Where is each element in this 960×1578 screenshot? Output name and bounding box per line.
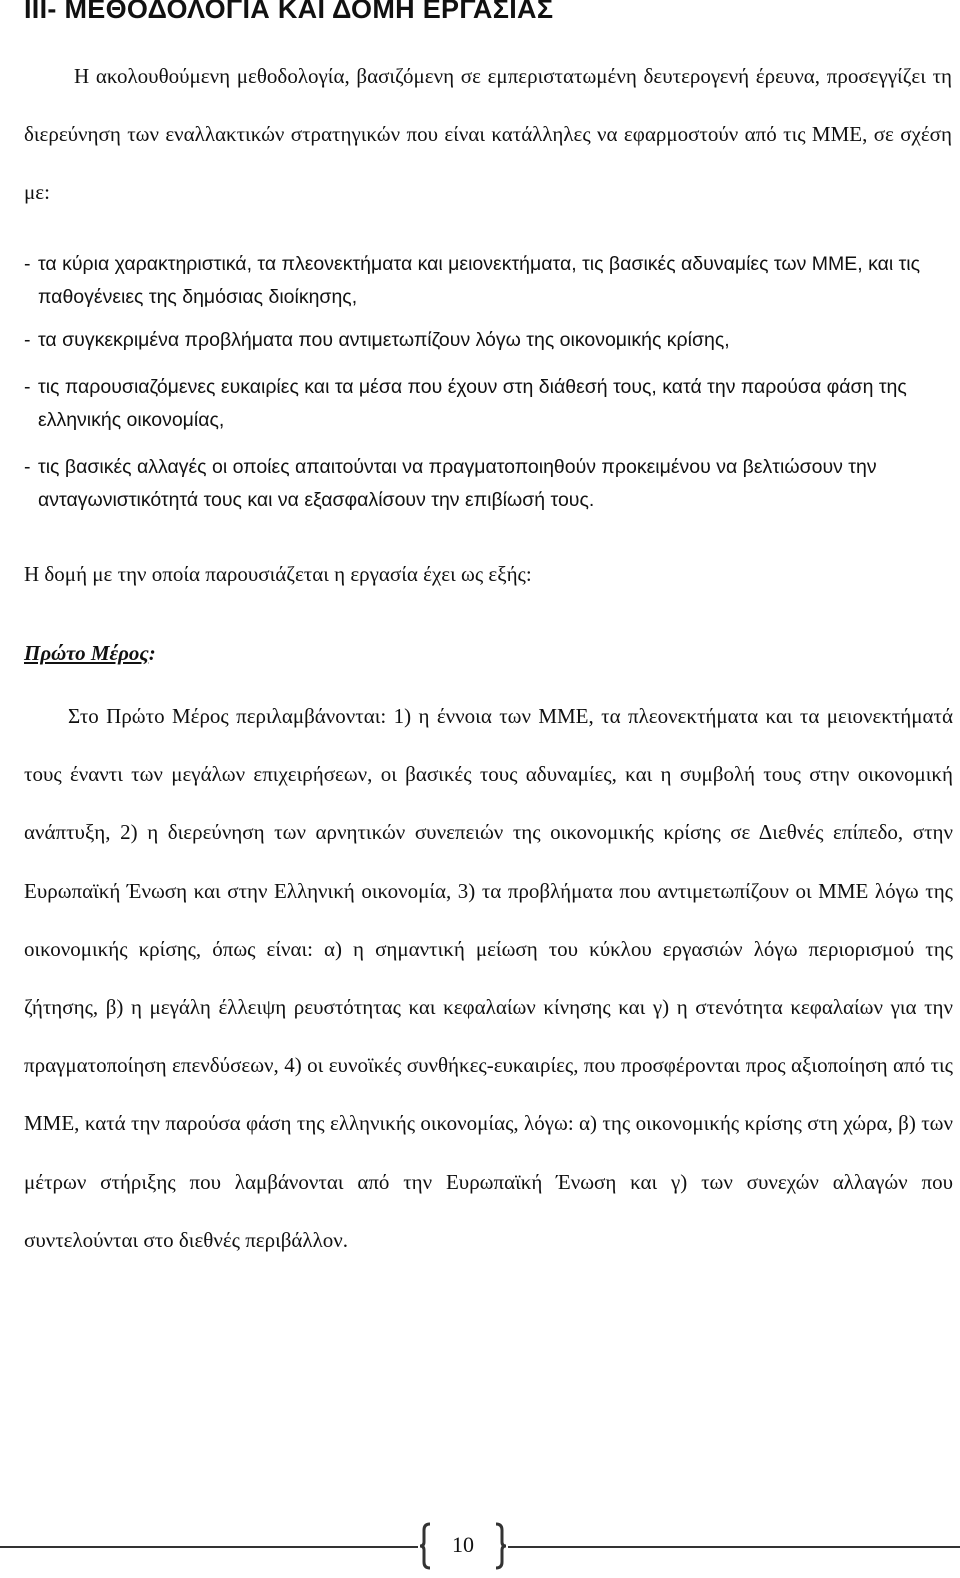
structure-intro: Η δομή με την οποία παρουσιάζεται η εργασία έχει ως εξής: [24,562,532,586]
dash-marker: - [24,329,31,351]
part-title-colon: : [148,641,156,665]
list-item [24,371,934,437]
footer-rule-left [0,1546,418,1548]
list-item-text: τα κύρια χαρακτηριστικά, τα πλεονεκτήματα και μειονεκτήματα, τις βασικές αδυναμίες των ΜΜΕ, και τις παθογένειες της δημόσιας διοίκησης, [38,253,921,308]
list-item-text: τις παρουσιαζόμενες ευκαιρίες και τα μέσα που έχουν στη διάθεσή τους, κατά την παρούσα φάση της ελληνικής οικονομίας, [38,376,907,431]
part-title-text: Πρώτο Μέρος [24,641,149,665]
section-heading: III- ΜΕΘΟΔΟΛΟΓΙΑ ΚΑΙ ΔΟΜΗ ΕΡΓΑΣΙΑΣ [24,0,554,24]
dash-marker: - [24,376,31,398]
page-number: 10 [452,1532,474,1557]
list-item-text: τις βασικές αλλαγές οι οποίες απαιτούνται να πραγματοποιηθούν προκειμένου να βελτιώσουν την ανταγωνιστικότητά τους και να εξασφαλίσουν την επιβίωσή τους. [38,456,877,511]
list-item [24,324,934,357]
part-one-paragraph: Στο Πρώτο Μέρος περιλαμβάνονται: 1) η έννοια των ΜΜΕ, τα πλεονεκτήματα και τα μειονεκτήματά τους έναντι των μεγάλων επιχειρήσεων, οι βασικές τους αδυναμίες, και η συμβολή τους στην οικονομική ανάπτυξη, 2) η διερεύνηση των αρνητικών συνεπειών της οικονομικής κρίσης σε Διεθνές επίπεδο, στην Ευρωπαϊκή Ένωση και στην Ελληνική οικονομία, 3) τα προβλήματα που αντιμετωπίζουν οι ΜΜΕ λόγω της οικονομικής κρίσης, όπως είναι: α) η σημαντική μείωση του κύκλου εργασιών λόγω περιορισμού της ζήτησης, β) η μεγάλη έλλειψη ρευστότητας και κεφαλαίων κίνησης και γ) η στενότητα κεφαλαίων για την πραγματοποίηση επενδύσεων, 4) οι ευνοϊκές συνθήκες-ευκαιρίες, που προσφέρονται προς αξιοποίηση από τις ΜΜΕ, κατά την παρούσα φάση της ελληνικής οικονομίας, λόγω: α) της οικονομικής κρίσης στη χώρα, β) των μέτρων στήριξης που λαμβάνονται από την Ευρωπαϊκή Ένωση και γ) των συνεχών αλλαγών που συντελούνται στο διεθνές περιβάλλον. [24,704,953,1252]
page-footer [420,1522,506,1570]
dash-marker: - [24,253,31,275]
list-item [24,248,934,314]
list-item [24,451,934,517]
list-item-text: τα συγκεκριμένα προβλήματα που αντιμετωπίζουν λόγω της οικονομικής κρίσης, [38,329,730,351]
criteria-list [24,248,934,517]
dash-marker: - [24,456,31,478]
part-title [24,641,156,666]
intro-paragraph: Η ακολουθούμενη μεθοδολογία, βασιζόμενη σε εμπεριστατωμένη δευτερογενή έρευνα, προσεγγίζει τη διερεύνηση των εναλλακτικών στρατηγικών που είναι κατάλληλες να εφαρμοστούν από τις ΜΜΕ, σε σχέση με: [24,64,952,204]
footer-rule-right [508,1546,960,1548]
